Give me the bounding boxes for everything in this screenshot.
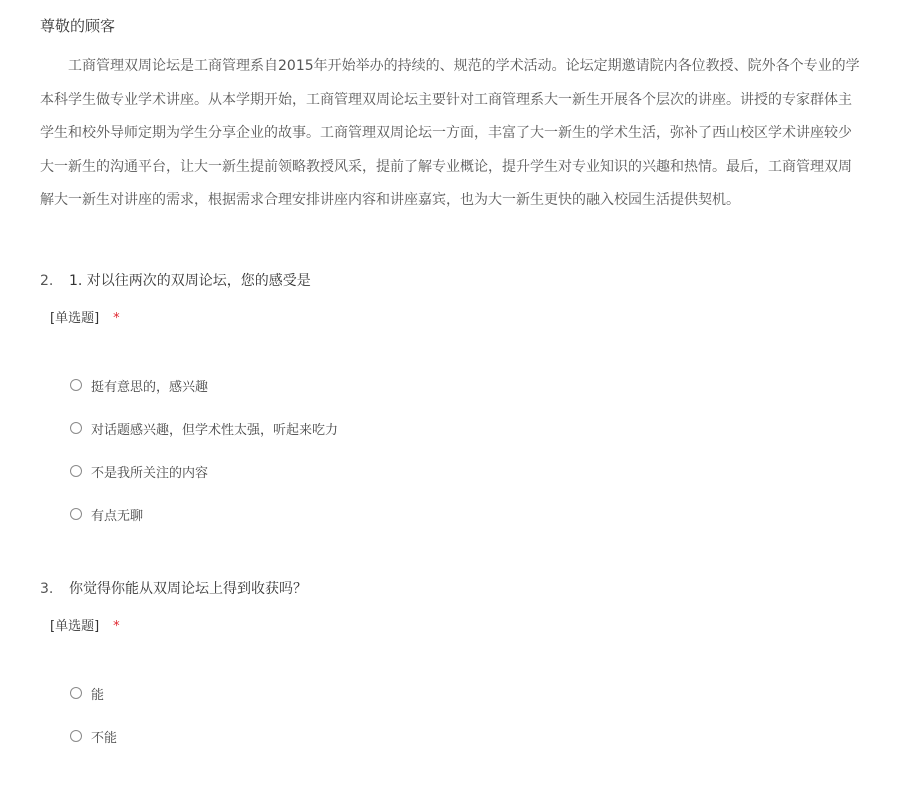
option-label: 能: [91, 687, 105, 703]
intro-line: 工商管理双周论坛是工商管理系自2015年开始举办的持续的、规范的学术活动。论坛定期邀请院内各位教授、院外各个专业的学: [40, 58, 860, 74]
question-3-option-1[interactable]: [70, 683, 104, 703]
question-number: 2.: [40, 273, 54, 289]
question-2-type: [50, 307, 120, 326]
question-3-type: [50, 615, 120, 634]
question-type-label: [单选题]: [50, 619, 100, 634]
question-number: 3.: [40, 581, 54, 597]
intro-line: 学生和校外导师定期为学生分享企业的故事。工商管理双周论坛一方面，丰富了大一新生的学术生活，弥补了西山校区学术讲座较少: [40, 125, 852, 141]
option-label: 有点无聊: [91, 508, 144, 524]
required-mark: *: [113, 311, 120, 326]
question-type-label: [单选题]: [50, 311, 100, 326]
question-2-option-4[interactable]: [70, 504, 143, 524]
radio-button[interactable]: [70, 730, 82, 742]
required-mark: *: [113, 619, 120, 634]
radio-button[interactable]: [70, 379, 82, 391]
radio-button[interactable]: [70, 422, 82, 434]
question-text: 你觉得你能从双周论坛上得到收获吗？: [69, 581, 307, 597]
question-text: 1. 对以往两次的双周论坛，您的感受是: [69, 273, 311, 289]
intro-line: 解大一新生对讲座的需求，根据需求合理安排讲座内容和讲座嘉宾，也为大一新生更快的融入校园生活提供契机。: [40, 192, 740, 208]
radio-button[interactable]: [70, 687, 82, 699]
option-label: 对话题感兴趣，但学术性太强，听起来吃力: [91, 422, 339, 438]
question-3-option-2[interactable]: [70, 726, 117, 746]
question-2-option-3[interactable]: [70, 461, 208, 481]
question-2-title: [40, 270, 311, 290]
greeting-heading: 尊敬的顾客: [40, 17, 116, 35]
radio-button[interactable]: [70, 465, 82, 477]
question-2-option-2[interactable]: [70, 418, 338, 438]
intro-line: 大一新生的沟通平台，让大一新生提前领略教授风采，提前了解专业概论，提升学生对专业知识的兴趣和热情。最后，工商管理双周: [40, 158, 852, 175]
option-label: 挺有意思的，感兴趣: [91, 379, 209, 395]
question-2-option-1[interactable]: [70, 375, 208, 395]
option-label: 不是我所关注的内容: [91, 465, 209, 481]
intro-paragraph: [40, 51, 900, 219]
question-3-title: [40, 578, 307, 598]
intro-line: 本科学生做专业学术讲座。从本学期开始，工商管理双周论坛主要针对工商管理系大一新生开展各个层次的讲座。讲授的专家群体主: [40, 91, 852, 108]
option-label: 不能: [91, 730, 118, 746]
radio-button[interactable]: [70, 508, 82, 520]
